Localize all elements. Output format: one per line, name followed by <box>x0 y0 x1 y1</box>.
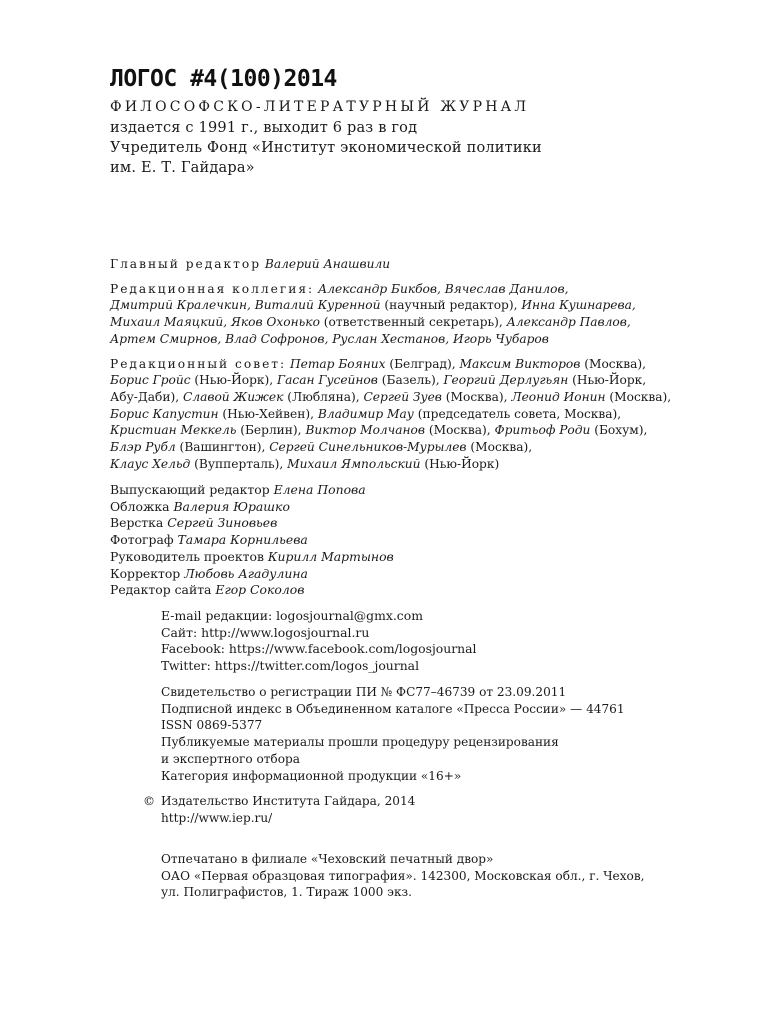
council-member-name: Михаил Ямпольский <box>287 456 421 471</box>
credit-name: Елена Попова <box>273 482 366 497</box>
subscription-index: Подписной индекс в Объединенном каталоге «Пресса России» — 44761 <box>161 701 625 716</box>
council-line <box>110 439 730 456</box>
council-member-name: Борис Капустин <box>110 406 219 421</box>
council-member-city: (Базель), <box>377 373 444 388</box>
council-segments <box>290 357 646 371</box>
copyright-text: Издательство Института Гайдара, 2014 <box>161 794 416 808</box>
contact-site[interactable]: Сайт: http://www.logosjournal.ru <box>161 624 370 640</box>
publisher-url[interactable]: http://www.iep.ru/ <box>161 810 273 825</box>
council-member-name: Петар Бояних <box>290 356 386 371</box>
content-rating: Категория информационной продукции «16+» <box>161 768 462 783</box>
council-member-name: Славой Жижек <box>183 389 284 404</box>
review-note: Публикуемые материалы прошли процедуру рецензирования <box>161 735 559 750</box>
editorial-staff <box>110 256 730 480</box>
board-line: Александр Бикбов, Вячеслав Данилов, <box>318 281 569 296</box>
production-credits <box>110 482 730 599</box>
council-line <box>110 406 730 423</box>
credit-name: Кирилл Мартынов <box>267 548 394 564</box>
credit-name: Сергей Зиновьев <box>167 515 278 531</box>
council-member-name: Сергей Зуев <box>363 389 442 404</box>
council-member-city: (Вупперталь), <box>190 456 288 471</box>
masthead <box>110 64 730 178</box>
council-member-city: (Нью-Йорк), <box>190 373 278 388</box>
council-member-city: (Москва), <box>466 440 533 455</box>
printer-line: Отпечатано в филиале «Чеховский печатный двор» <box>161 852 494 866</box>
council-member-name: Клаус Хельд <box>110 456 191 471</box>
credit-role: Редактор сайта <box>110 582 212 598</box>
editor-in-chief <box>110 256 730 273</box>
council-member-name: Кристиан Меккель <box>110 423 237 438</box>
contact-twitter[interactable]: Twitter: https://twitter.com/logos_journal <box>161 658 420 674</box>
credit-row <box>110 566 730 583</box>
council-member-city: (Москва), <box>580 356 647 371</box>
council-line <box>110 389 730 406</box>
board-names: Инна Кушнарева, <box>521 298 636 313</box>
council-member-name: Сергей Синельников-Мурылев <box>269 440 467 455</box>
registration-certificate: Свидетельство о регистрации ПИ № ФС77–46739 от 23.09.2011 <box>161 685 567 699</box>
printer-address-continued: ул. Полиграфистов, 1. Тираж 1000 экз. <box>161 885 412 900</box>
council-member-city: (Нью-Йорк, <box>568 373 647 388</box>
council-member-city: (Москва), <box>424 423 495 438</box>
credit-name: Любовь Агадулина <box>184 565 308 581</box>
credit-role: Верстка <box>110 515 164 531</box>
credit-row <box>110 549 730 566</box>
council-member-city: (Белград), <box>385 356 460 371</box>
editorial-council <box>110 356 730 473</box>
council-line <box>110 456 730 473</box>
contact-email[interactable]: E-mail редакции: logosjournal@gmx.com <box>161 608 423 623</box>
council-member-name: Гасан Гусейнов <box>277 373 378 388</box>
council-line <box>110 372 730 389</box>
credit-role: Руководитель проектов <box>110 548 264 564</box>
council-member-name: Блэр Рубл <box>110 440 176 455</box>
printing-info <box>161 851 741 901</box>
credit-row <box>110 515 730 532</box>
council-member-city: Абу-Даби), <box>110 389 183 404</box>
council-member-city: (Вашингтон), <box>175 440 270 455</box>
council-member-city: (Москва), <box>441 389 512 404</box>
journal-subtitle: ФИЛОСОФСКО-ЛИТЕРАТУРНЫЙ ЖУРНАЛ <box>110 99 530 115</box>
board-note: (научный редактор), <box>380 298 522 313</box>
council-member-city: (Нью-Хейвен), <box>218 406 318 421</box>
review-note-continued: и экспертного отбора <box>161 751 300 766</box>
credit-row <box>110 532 730 549</box>
credit-name: Валерия Юрашко <box>173 498 290 514</box>
credit-role: Фотограф <box>110 532 174 548</box>
registration-info <box>161 684 741 784</box>
board-names: Александр Павлов, <box>506 315 631 330</box>
board-names: Дмитрий Кралечкин, Виталий Куренной <box>110 298 381 313</box>
journal-title: ЛОГОС #4(100)2014 <box>110 66 337 92</box>
credit-role: Выпускающий редактор <box>110 482 270 497</box>
editorial-board <box>110 281 730 348</box>
council-member-city: (председатель совета, Москва), <box>413 406 622 421</box>
founder-line: Учредитель Фонд «Институт экономической политики <box>110 140 542 156</box>
council-member-name: Борис Гройс <box>110 373 191 388</box>
printer-address: ОАО «Первая образцовая типография». 142300, Московская обл., г. Чехов, <box>161 868 645 883</box>
council-member-city: (Берлин), <box>236 423 306 438</box>
publication-frequency: издается с 1991 г., выходит 6 раз в год <box>110 120 418 136</box>
board-note: (ответственный секретарь), <box>319 315 507 330</box>
editor-name: Валерий Анашвили <box>264 257 391 271</box>
copyright <box>143 793 743 826</box>
council-member-name: Леонид Ионин <box>511 389 606 404</box>
council-line <box>110 422 730 439</box>
board-names: Артем Смирнов, Влад Софронов, Руслан Хестанов, Игорь Чубаров <box>110 331 549 346</box>
credit-row <box>110 582 730 599</box>
council-member-name: Виктор Молчанов <box>305 423 425 438</box>
council-label: Редакционный совет: <box>110 356 287 371</box>
contacts <box>161 608 741 675</box>
board-names: Михаил Маяцкий, Яков Охонько <box>110 315 320 330</box>
council-member-name: Фритьоф Роди <box>494 423 591 438</box>
credit-role: Корректор <box>110 565 181 581</box>
editor-label: Главный редактор <box>110 257 262 271</box>
credit-row <box>110 499 730 516</box>
council-member-city: (Любляна), <box>283 389 364 404</box>
credit-name: Егор Соколов <box>215 582 305 598</box>
contact-facebook[interactable]: Facebook: https://www.facebook.com/logosjournal <box>161 641 477 657</box>
founder-line-continued: им. Е. Т. Гайдара» <box>110 160 255 176</box>
council-member-name: Владимир Мау <box>317 406 414 421</box>
council-member-name: Максим Викторов <box>459 356 581 371</box>
credit-row <box>110 482 730 499</box>
council-member-city: (Нью-Йорк) <box>420 456 500 471</box>
council-line <box>110 356 730 373</box>
council-member-city: (Москва), <box>605 389 672 404</box>
credit-role: Обложка <box>110 498 170 514</box>
copyright-icon: © <box>143 794 156 808</box>
credit-name: Тамара Корнильева <box>177 532 308 548</box>
council-member-name: Георгий Дерлугьян <box>443 373 569 388</box>
board-label: Редакционная коллегия: <box>110 281 315 296</box>
council-member-city: (Бохум), <box>590 423 648 438</box>
issn: ISSN 0869-5377 <box>161 718 263 733</box>
